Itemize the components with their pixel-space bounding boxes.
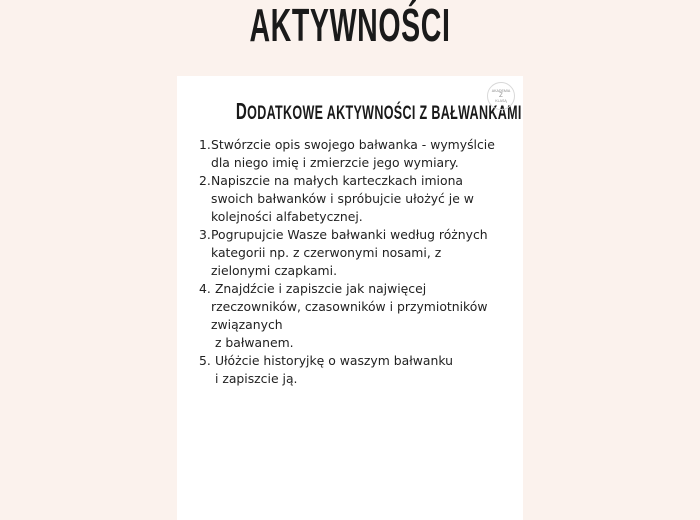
akademia-z-klasa-logo: [487, 82, 515, 110]
item-line: Napiszcie na małych karteczkach imiona: [211, 173, 464, 188]
list-item: [199, 226, 515, 280]
item-line: kategorii np. z czerwonymi nosami, z: [211, 245, 442, 260]
item-line: i zapiszcie ją.: [211, 371, 298, 386]
item-line: zielonymi czapkami.: [211, 263, 338, 278]
item-number: 2.: [199, 173, 211, 188]
card-title-rest: ODATKOWE AKTYWNOŚCI Z BAŁWANKAMI: [247, 103, 522, 124]
item-line: Ułóżcie historyjkę o waszym bałwanku: [211, 353, 453, 368]
item-line: Pogrupujcie Wasze bałwanki według różnych: [211, 227, 488, 242]
list-item: [199, 172, 515, 226]
item-number: 5.: [199, 353, 211, 368]
list-item: [199, 352, 515, 388]
item-line: Znajdźcie i zapiszcie jak najwięcej: [211, 281, 427, 296]
list-item: [199, 136, 515, 172]
item-line: dla niego imię i zmierzcie jego wymiary.: [211, 155, 459, 170]
item-line: Stwórzcie opis swojego bałwanka - wymyślcie: [211, 137, 495, 152]
item-line: kolejności alfabetycznej.: [211, 209, 363, 224]
item-line: związanych: [211, 317, 283, 332]
logo-line-2: Z: [499, 93, 503, 99]
item-line: z bałwanem.: [211, 335, 294, 350]
card-title-first-letter: D: [235, 98, 248, 124]
page-title: AKTYWNOŚCI: [249, 0, 451, 51]
list-item: [199, 280, 515, 352]
item-line: rzeczowników, czasowników i przymiotników: [211, 299, 488, 314]
activity-card: [177, 76, 523, 520]
item-number: 3.: [199, 227, 211, 242]
item-line: swoich bałwanków i spróbujcie ułożyć je w: [211, 191, 474, 206]
item-number: 1.: [199, 137, 211, 152]
logo-line-3: KLASĄ: [495, 99, 507, 103]
activity-list: [199, 136, 515, 388]
logo-line-1: AKADEMIA: [491, 88, 511, 93]
item-number: 4.: [199, 281, 211, 296]
